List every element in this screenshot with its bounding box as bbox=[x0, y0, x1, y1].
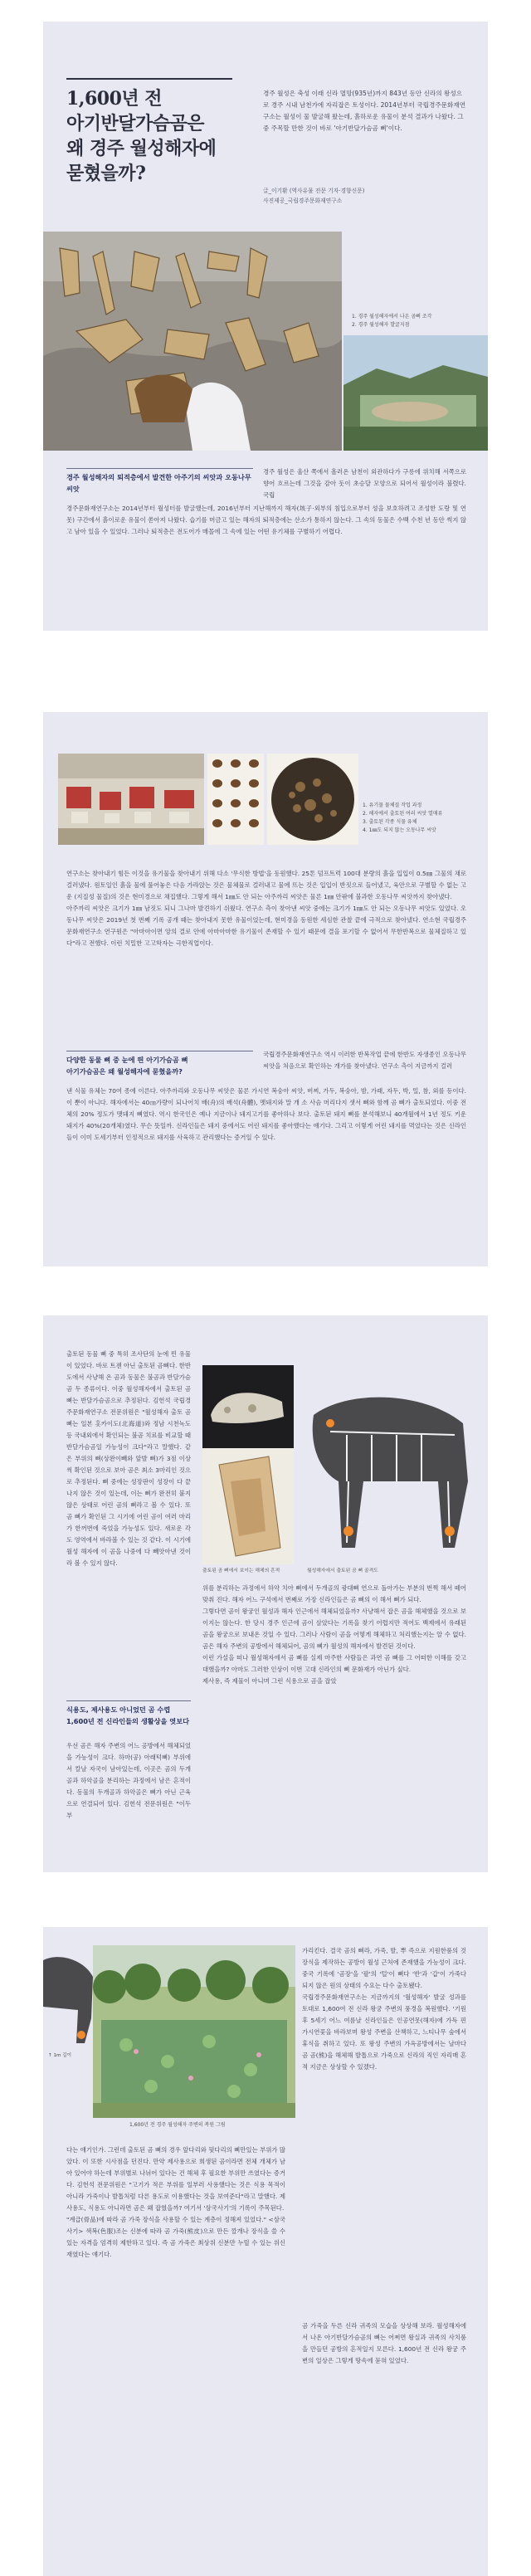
title-line: 왜 경주 월성해자에 bbox=[66, 138, 217, 159]
article-panel-4 bbox=[43, 1927, 488, 2576]
title-rule bbox=[66, 78, 232, 80]
article-panel-2 bbox=[43, 712, 488, 1266]
bear-skull-photo bbox=[202, 1365, 294, 1448]
body-text: 가리킨다. 결국 곰의 뼈라, 가죽, 발, 뿌 즉으로 지원한품의 것 장식을 제작하는 공방이 월성 근처에 존재했을 가능성이 크다. 중국 기록에 '곰장'을 '팔'의 '털'이 뼈다 '반'과 '갑'이 가죽다 되지 않은 원의 상태의 수요는 다수 출토됐다. 국립경주문화재연구소는 지금까지의 '월성해자' 발굴 성과를 토대로 1,600여 전 신라 왕궁 주변의 풍경을 복원했다. '기원 후 5세기 어느 여름날 신라인들은 인공연못(해자)에 가득 핀 가시연꽃을 바라보며 왕성 주변을 산책하고, 느티나무 숲에서 휴식을 취하고 있다. 또 왕성 주변의 가옥공방에서는 날마다 곰 곰(熊)을 해체해 발톱으로 가죽으로 신라의 직인 자리매 흔적 지금은 상상할 수 있겠다. bbox=[302, 1947, 466, 2071]
photo-caption: 1. 경주 월성해자에서 나온 곰뼈 조각 2. 경주 월성해자 발굴지점 bbox=[352, 314, 432, 328]
title-line: 1,600년 전 bbox=[66, 88, 163, 110]
byline: 글_이기환 (역사유물 전문 기자·경향신문) 사진제공_국립경주문화재연구소 bbox=[263, 188, 365, 204]
body-text: 우선 곰은 해자 주변의 어느 공방에서 해체되었을 가능성이 크다. 하마(공) 아래턱뼈) 부위에서 칼날 자국이 남아있는데, 이곳은 곰의 두개골과 하악골을 분리하는 과정에서 남은 흔적이다. 동물의 두개골과 하악골은 뼈가 아닌 근육으로 연결되어 있다. 김헌석 전문위원은 "이두 부 bbox=[66, 1742, 191, 1819]
photo-caption: 월성해자에서 출토된 곰 뼈 골격도 bbox=[307, 1569, 378, 1573]
article-intro: 경주 월성은 축성 이래 신라 멸망(935년)까지 843년 동안 신라의 왕성으로 경주 시내 남천가에 자리잡은 토성이다. 2014년부터 국립경주문화재연구소는 월성이 물 발굴해 왔는데, 흙하로운 유물이 분석 결과가 나왔다. 그 중 주목할 만한 것이 바로 '아기반달가슴곰 뼈'이다. bbox=[263, 90, 466, 132]
title-line: 묻혔을까? bbox=[66, 163, 146, 184]
article-title bbox=[66, 86, 245, 186]
article-panel-3 bbox=[43, 1315, 488, 1872]
reconstruction-painting bbox=[93, 1945, 295, 2118]
body-text: 출토된 동물 뼈 중 특히 조사단의 눈에 띈 유물이 있었다. 바로 트젠 아닌 출토된 곰뼈다. 한반도에서 사냥해 온 곰과 동물은 불곰과 반달가슴곰 두 종류이다. 이중 월성해자에서 출토된 곰 뼈는 반달가슴곰으로 추정된다. 김헌석 국립경주문화재연구소 전문위원은 "월성해자 출토 곰 뼈는 일본 홋카이도(北海道)와 정남 시천녹도 등 국내외에서 확인되는 불곰 치료를 비교할 때 반달가슴곰일 가능성이 크다"라고 말했다. 같은 부위의 뼈(상완이빼와 앞발 뼈)가 3점 이상씩 확인된 것으로 보아 곰은 최소 3마리인 것으로 추정된다. 뼈 중에는 성장판이 성장이 다 끝나지 않은 것이 있는데, 이는 뼈가 완전히 붙지 않은 상태로 어린 곰의 뼈라고 볼 수 있다. 또 곰 뼈가 확인된 그 시기에 어린 곰이 여러 마리가 한꺼번에 죽었을 가능성도 있다. 새로운 각도 영역에서 바라볼 수 있는 것 같다. 이 시기에 월성 해자에 이 곰을 나중에 다 빼앗아낸 것이라 볼 수 있지 않다. bbox=[66, 1350, 191, 1567]
article-opening-panel bbox=[43, 22, 488, 631]
bear-skeleton-partial bbox=[43, 1927, 93, 2052]
seed-microscope-photo bbox=[267, 754, 358, 845]
moat-site-photo bbox=[343, 335, 488, 451]
photo-caption: 1,600년 전 경주 월성해자 주변의 복원 그림 bbox=[129, 2122, 226, 2128]
excavation-site-photo bbox=[58, 754, 204, 845]
body-text: 다는 얘기인가. 그런데 출토된 곰 뼈의 경우 앞다리와 뒷다리의 뼈만있는 부위가 많았다. 이 또한 시사점을 던진다. 만약 제사용으로 희생된 곰이라면 전체 개체가 남아 있어야 하는데 부위별로 나뉘어 있다는 건 해체 후 필요한 부위만 쓰였다는 증거다. 김헌석 전문위원은 "고기가 적은 부위를 일부러 사용했다는 것은 식용 목적이 아니라 가죽이나 발톱처럼 다른 용도로 이용했다는 것을 보여준다"라고 말했다. 제사용도, 식용도 아니라면 곰은 왜 잡혔을까? 여기서 '삼국사기'의 기록이 주목된다. "계급(骨品)에 따라 곰 가죽 장식을 사용할 수 있는 계층이 정해져 있었다." <삼국사기> 색복(色服)조는 신분에 따라 곰 가죽(熊皮)으로 만든 깔개나 장식을 쓸 수 있는 자격을 엄격히 제한하고 있다. 즉 곰 가죽은 최상위 신분만 누릴 수 있는 위신재였다는 얘기다. bbox=[66, 2146, 285, 2258]
section-heading-text: 식용도, 제사용도 아니었던 곰 수렵 1,600년 전 신라인들의 생활상을 엿보다 bbox=[66, 1700, 191, 1727]
body-text: 경주문화재연구소는 2014년부터 월성터를 발굴했는데, 2016년부터 지난해까지 해자(垓子·외부의 침입으로부터 성을 보호하려고 조성한 도랑 및 연못) 구간에서 흙이로운 유물이 쏟아져 나왔다. 습기를 머금고 있는 해자의 퇴적층에는 산소가 통하지 않는다. 그 속의 동물은 수백 수천 년 동안 썩지 않고 남아 있을 수 있었다. 그러나 퇴적층은 전도어가 매몰에 그 속에 있는 어떤 유기체를 구별하기 어렵다. bbox=[66, 505, 466, 535]
body-text: 국립경주문화재연구소 역시 이러한 반복작업 끝에 한반도 자생종인 오동나무 씨앗을 처음으로 확인하는 개가를 찾아냈다. 연구소 측이 지금까지 걸러 bbox=[263, 1051, 466, 1070]
body-text: 낸 식물 유체는 70여 종에 이른다. 아주까리와 오동나무 씨앗은 물론 가시연 복숭아 씨앗, 버찌, 가두, 복숭아, 밤, 가래, 자두, 박, 밀, 참, 외를 등이다. 이 뿐이 아니다. 해자에서는 40㎝가량이 되나어치 배(舟)의 배석(舟體), 멧돼지와 말 개 소 사슴 머리다지 샛서 뼈와 함께 곰 뼈가 출토되었다. 이중 전체의 20% 정도가 멧돼지 뼈였다. 역시 한국인은 예나 지금이나 돼지고기를 좋아하나 보다. 출토된 돼지 뼈를 분석해보니 40개월에서 1년 정도 키운 돼지가 40%(20개체)였다. 무슨 뜻일까. 신라인들은 돼지 중에서도 어린 돼지를 좋아했다는 얘기다. 그리고 이렇게 어린 돼지를 먹었다는 것은 신라인들이 이미 도세기부터 인정적으로 돼지를 사육하고 관리했다는 증거일 수 있다. bbox=[66, 1087, 466, 1141]
section-heading-1 bbox=[66, 468, 253, 495]
body-text: 곰 가죽을 두른 신라 귀족의 모습을 상상해 보라. 월성해자에서 나온 아기반달가슴곰의 뼈는 어쩌면 왕실과 귀족의 사치품을 만들던 공방의 흔적일지 모른다. 1,600년 전 신라 왕궁 주변의 일상은 그렇게 땅속에 묻혀 있었다. bbox=[302, 2322, 466, 2364]
scale-label: ↑ 1m 길이 bbox=[48, 2053, 72, 2058]
body-text: 연구소는 찾아내기 힘든 이것을 유기물을 찾아내기 위해 다소 '무식한 방법'을 동원했다. 25톤 덤프트럭 100대 분량의 흙을 입입이 0.5㎜ 그물의 채로 걸러냈다. 원토일인 흙을 물에 풀어놓은 다음 가라앉는 것은 물체물로 걸러내고 물에 뜨는 것은 입입이 반짓으로 들어냈고, 육안으로 구별할 수 없는 고운 (지질성 물질)의 것은 현미경으로 채집했다. 그렇게 해서 1㎜도 안 되는 아주까리 씨앗은 물론 1㎜ 안팎에 불과한 오동나무 씨앗까지 찾아냈다. 아주까리 씨앗은 크기가 1㎜ 남짓도 되니 그나마 발견하기 쉬웠다. 연구소 측이 찾아낸 씨앗 중에는 크기가 1㎜도 안 되는 오동나무 씨앗도 있었다. 오동나무 씨앗은 2019년 첫 번째 기록 공개 때는 찾아내지 못한 유물이었는데, 현미경을 동원한 세심한 관찰 끝에 극적으로 찾아냈다. 연소현 국립경주문화재연구소 연구원은 "아마아이면 앙의 결로 안에 아마아마한 유기물이 존재할 수 있기 때문에 결을 포기할 수 없어서 무한반복으로 물체질하고 있다"라고 전했다. 이런 치밀한 고고학자는 극한직업이다. bbox=[66, 870, 466, 947]
seed-samples-photo bbox=[207, 754, 264, 845]
photo-caption: 출토된 곰 뼈에서 보이는 해체의 흔적 bbox=[202, 1569, 280, 1573]
title-line: 아기반달가슴곰은 bbox=[66, 113, 205, 134]
photo-caption: 1. 유기물 물체질 작업 과정 2. 해자에서 출토된 여러 씨앗 열매류 3. 출토된 각종 식물 유체 4. 1㎜도 되지 않는 오동나무 씨앗 bbox=[363, 803, 443, 833]
body-text: 위를 분리하는 과정에서 하악 치아 뼈에서 두개골의 광대뼈 연으로 돌아가는 부분의 번쩍 해서 떼어 맞춰 진다. 해자 어느 구석에서 번째로 가장 신라인들은 곰 뼈의 이 해서 뼈가 되다. 그렇다면 곰이 왕궁인 월성과 해자 인근에서 해체되었을까? 사냥해서 잡은 곰을 해체했을 것으로 보이지는 않는다. 한 당시 경주 인근에 곰이 살았다는 기록을 찾기 어렵지만 적어도 백제에서 유래된 곰을 왕궁으로 보내온 것일 수 있다. 그러나 사람이 곰을 어떻게 해체하고 처리했는지는 알 수 없다. 곰은 해자 주변의 공방에서 해체되어, 곰의 뼈가 월성의 해자에서 발견된 것이다. 이런 가설을 떠나 월성해자에서 곰 뼈를 실제 마주한 사람들은 과연 곰 뼈를 그 어떠한 이해를 갖고 대했을까? 아마도 그러한 인상이 이번 고대 신라인의 뼈 문화재가 아닌가 싶다. 제사용, 즉 제물이 아니며 그런 식용으로 곰을 잡았 bbox=[202, 1584, 466, 1685]
section-heading-text: 경주 월성해자의 퇴적층에서 발견한 아주기의 씨앗과 오동나무 씨앗 bbox=[66, 468, 253, 495]
body-text: 경주 월성은 울산 쪽에서 흘러온 남천이 외관하다가 구릉에 위치해 서쪽으로 향어 흐르는데 그것을 감아 돗이 초승달 모양으로 되어서 월성이라 불렸다. 국립 bbox=[263, 468, 466, 499]
bear-skeleton-diagram bbox=[297, 1365, 488, 1564]
bear-bone-photo bbox=[43, 232, 342, 451]
section-heading-3 bbox=[66, 1700, 191, 1727]
section-heading-text: 다양한 동물 뼈 중 눈에 띈 아기가슴곰 뼈 아기가슴곰은 왜 월성해자에 묻혔을까? bbox=[66, 1051, 253, 1077]
bear-jaw-photo bbox=[202, 1448, 294, 1564]
section-heading-2 bbox=[66, 1051, 253, 1077]
